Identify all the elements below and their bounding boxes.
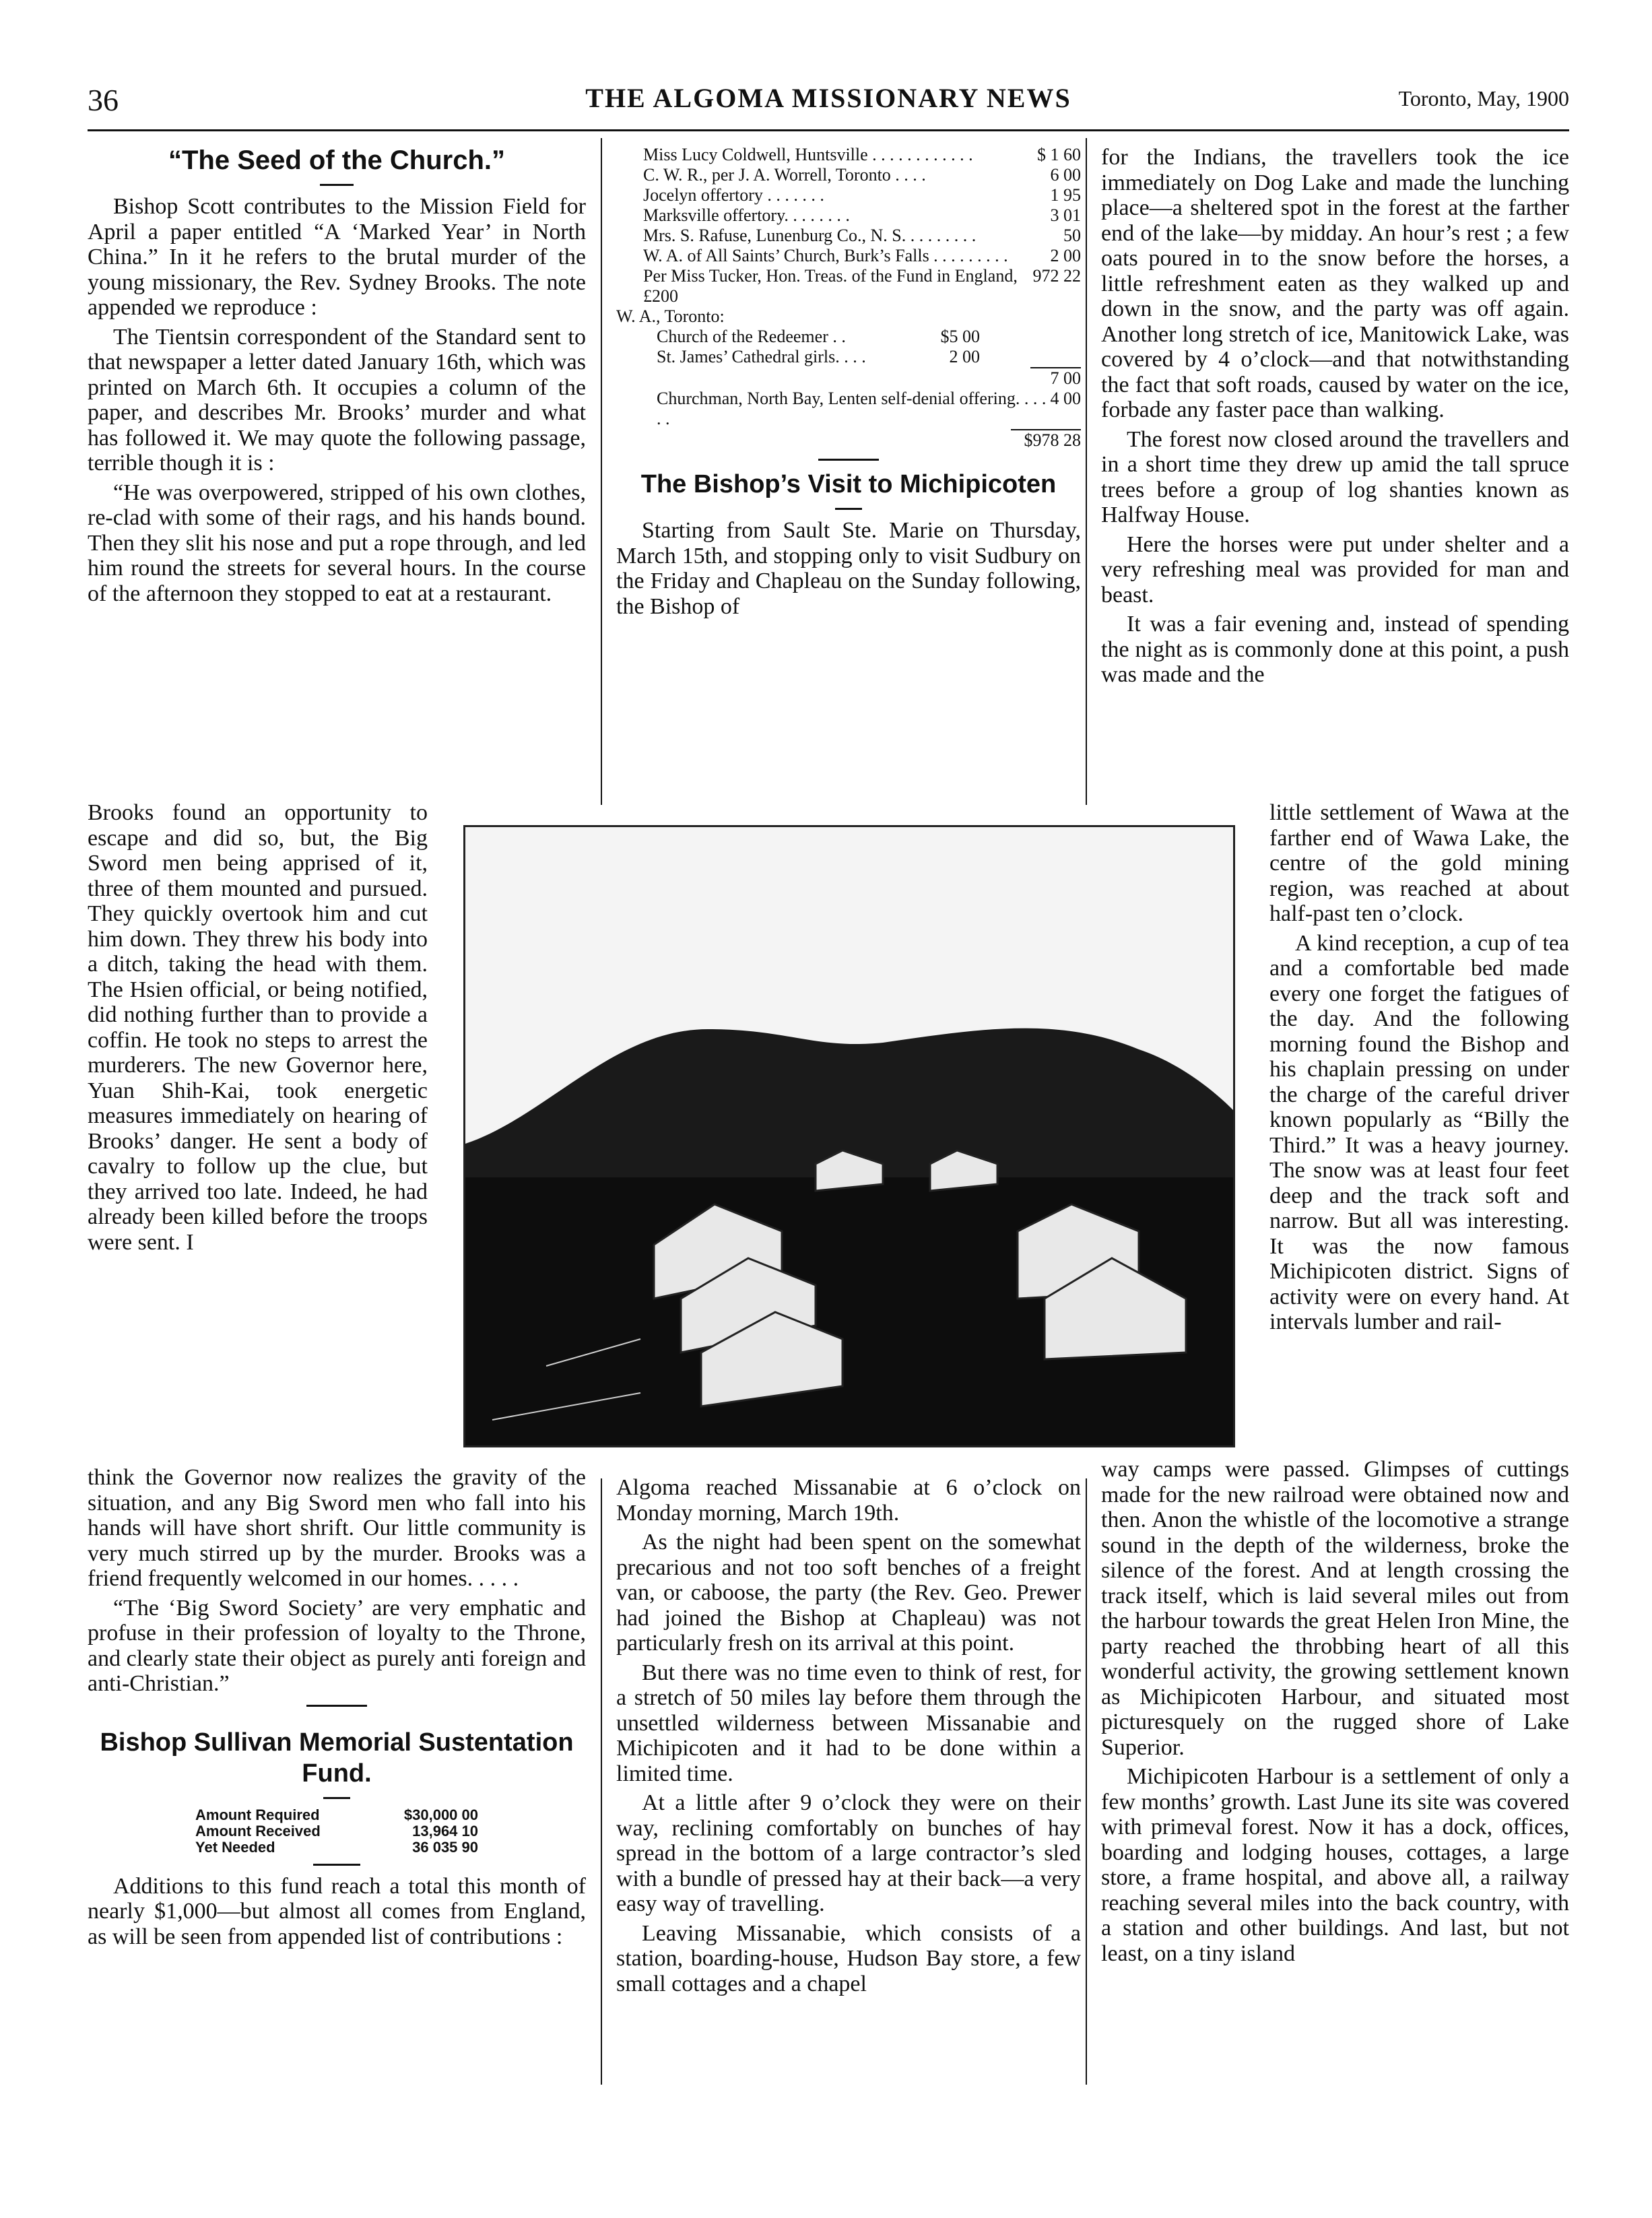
column-2-top: [616, 145, 1081, 623]
page-number: 36: [88, 83, 119, 117]
column-rule-right-bottom: [1086, 1478, 1087, 2085]
ledger-amount: 1 95: [1050, 185, 1081, 205]
column-3-top: [1101, 145, 1569, 692]
visit-paragraph: At a little after 9 o’clock they were on their way, reclining comfortably on bunches of hay spread in the bottom of a large contractor’s sled with a bundle of pressed hay at their back—a very easy way of travelling.: [616, 1790, 1081, 1916]
visit-paragraph-narrow: A kind reception, a cup of tea and a comfortable bed made every one forget the fatigues of the day. And the following morning found the Bishop and his chaplain pressing on under the charge of the careful driver known popularly as “Billy the Third.” It was a heavy journey. The snow was at least four feet deep and the track soft and narrow. But all was interesting. It was the now famous Michipicoten district. Signs of activity were on every hand. At intervals lumber and rail-: [1269, 930, 1569, 1334]
ledger-label: Miss Lucy Coldwell, Huntsville . . . . . . . . . . . .: [643, 145, 973, 164]
seed-article-title: “The Seed of the Church.”: [168, 145, 506, 175]
visit-paragraph: As the night had been spent on the somewhat precarious and not too soft benches of a freight van, or caboose, the party (the Rev. Geo. Prewer had joined the Bishop at Chapleau) was not particularly fresh on its arrival at this point.: [616, 1530, 1081, 1656]
fund-row-value: 36 035 90: [412, 1838, 478, 1856]
ledger-row: [657, 327, 980, 347]
column-3-narrow: [1269, 800, 1569, 1339]
visit-paragraph: way camps were passed. Glimpses of cuttings made for the new railroad were obtained now and then. Anon the whistle of the locomotive a strange sound in the depth of the wilderness, broke the silence of the forest. And at length crossing the track itself, which is laid several miles out from the harbour towards the great Helen Iron Mine, the party reached the throbbing heart of all this wonderful activity, the growing settlement known as Michipicoten Harbour, and situated most picturesquely on the rugged shore of Lake Superior.: [1101, 1457, 1569, 1760]
section-rule: [818, 459, 879, 461]
seed-paragraph: “The ‘Big Sword Society’ are very emphatic and profuse in their profession of loyalty to the Throne, and clearly state their object as purely anti foreign and anti-Christian.”: [88, 1595, 586, 1696]
fund-paragraph: Additions to this fund reach a total this month of nearly $1,000—but almost all comes from England, as will be seen from appended list of contributions :: [88, 1873, 586, 1949]
ledger-total: $978 28: [1011, 429, 1082, 451]
fund-row-label: Amount Received: [195, 1822, 321, 1839]
fund-row-label: Yet Needed: [195, 1838, 275, 1856]
ledger-row: [643, 165, 1081, 185]
ledger-row: [643, 246, 1081, 266]
masthead-rule: [88, 129, 1569, 131]
ledger-amount: 972 22: [1032, 266, 1081, 286]
ledger-subtotal-row: [643, 367, 1081, 389]
ledger-row: [643, 266, 1081, 306]
ledger-label: Church of the Redeemer . .: [657, 327, 846, 346]
column-3-bottom: [1101, 1457, 1569, 1970]
ledger-amount: 6 00: [1050, 165, 1081, 185]
seed-paragraph: think the Governor now realizes the gravity of the situation, and any Big Sword men who fall into his hands will have short shrift. Our little community is very much stirred up by the murder. Brooks was a friend frequently welcomed in our homes. . . . .: [88, 1465, 586, 1591]
contributions-ledger: [616, 145, 1081, 451]
ledger-label: St. James’ Cathedral girls. . . .: [657, 347, 866, 366]
fund-title: Bishop Sullivan Memorial Sustentation Fund.: [100, 1728, 574, 1788]
fund-row: [195, 1839, 478, 1856]
ledger-label: Jocelyn offertory . . . . . . .: [643, 185, 824, 205]
wa-group: [643, 327, 980, 367]
fund-table: [195, 1807, 478, 1856]
column-1-bottom: [88, 1465, 586, 1953]
visit-paragraph: The forest now closed around the travellers and in a short time they drew up amid the tall spruce trees before a group of log shanties known as Halfway House.: [1101, 426, 1569, 527]
visit-paragraph: Here the horses were put under shelter and a very refreshing meal was provided for man and beast.: [1101, 531, 1569, 608]
ledger-label: Per Miss Tucker, Hon. Treas. of the Fund in England, £200: [643, 266, 1018, 306]
ledger-amount: $ 1 60: [1037, 145, 1081, 164]
ledger-label: W. A. of All Saints’ Church, Burk’s Falls . . . . . . . . .: [643, 246, 1008, 265]
column-1-narrow: [88, 800, 428, 1259]
ledger-label: Marksville offertory. . . . . . . .: [643, 205, 850, 225]
issue-date: Toronto, May, 1900: [1398, 86, 1569, 110]
ledger-amount: 4 00: [1050, 389, 1081, 408]
section-rule: [306, 1705, 367, 1707]
harbour-photograph: [463, 825, 1235, 1447]
ledger-row: [643, 226, 1081, 246]
ledger-row: [643, 185, 1081, 205]
column-1-top: [88, 145, 586, 610]
ledger-label: Mrs. S. Rafuse, Lunenburg Co., N. S. . . . . . . . .: [643, 226, 977, 245]
fund-row-value: 13,964 10: [412, 1822, 478, 1839]
title-rule: [320, 184, 354, 186]
visit-paragraph: Starting from Sault Ste. Marie on Thursday, March 15th, and stopping only to visit Sudbury on the Friday and Chapleau on the Sunday following, the Bishop of: [616, 518, 1081, 619]
ledger-label: Churchman, North Bay, Lenten self-denial offering. . . . . .: [657, 389, 1047, 428]
ledger-amount: 2 00: [949, 347, 980, 366]
fund-row: [195, 1807, 478, 1823]
fund-row-label: Amount Required: [195, 1806, 320, 1823]
ledger-row: [657, 347, 980, 367]
visit-paragraph: for the Indians, the travellers took the ice immediately on Dog Lake and made the lunching place—a sheltered spot in the forest at the farther end of the lake—by midday. An hour’s rest ; a few oats poured in to the snow before the horses, a little refreshment eaten as they walked up and down in the snow, and the party was off again. Another long stretch of ice, Manitowick Lake, was covered by 4 o’clock—and that notwithstanding the fact that soft roads, caused by water on the ice, forbade any faster pace than walking.: [1101, 145, 1569, 422]
fund-row-value: $30,000 00: [403, 1806, 478, 1823]
ledger-row: [643, 389, 1081, 429]
visit-paragraph-narrow: little settlement of Wawa at the farther end of Wawa Lake, the centre of the gold mining region, was reached at about half-past ten o’clock.: [1269, 800, 1569, 926]
seed-paragraph: The Tientsin correspondent of the Standard sent to that newspaper a letter dated January 16th, which was printed on March 6th. It occupies a column of the paper, and describes Mr. Brooks’ murder and what has followed it. We may quote the following passage, terrible though it is :: [88, 324, 586, 476]
ledger-amount: 3 01: [1050, 205, 1081, 225]
fund-rule: [313, 1864, 360, 1866]
visit-paragraph: Algoma reached Missanabie at 6 o’clock on Monday morning, March 19th.: [616, 1475, 1081, 1526]
visit-paragraph: Michipicoten Harbour is a settlement of only a few months’ growth. Last June its site was covered with primeval forest. Now it has a dock, offices, boarding and lodging houses, cottages, a large store, a frame hospital, and above all, a railway reaching several miles into the back country, with a station and other buildings. And last, but not least, on a tiny island: [1101, 1764, 1569, 1966]
ledger-total-row: [643, 429, 1081, 451]
fund-row: [195, 1823, 478, 1839]
wa-heading: W. A., Toronto:: [616, 306, 725, 326]
ledger-amount: 2 00: [1050, 246, 1081, 265]
title-rule: [835, 508, 862, 510]
column-2-bottom: [616, 1475, 1081, 2000]
visit-paragraph: But there was no time even to think of rest, for a stretch of 50 miles lay before them through the unsettled wilderness between Missanabie and Michipicoten and it had to be done within a limited time.: [616, 1660, 1081, 1786]
seed-paragraph: Bishop Scott contributes to the Mission Field for April a paper entitled “A ‘Marked Year’ in North China.” In it he refers to the brutal murder of the young missionary, the Rev. Sydney Brooks. The note appended we reproduce :: [88, 194, 586, 320]
ledger-amount: $5 00: [940, 327, 980, 346]
ledger-subtotal: 7 00: [1030, 367, 1082, 389]
visit-article-title: The Bishop’s Visit to Michipicoten: [640, 470, 1057, 498]
seed-paragraph: “He was overpowered, stripped of his own clothes, re-clad with some of their rags, and his hands bound. Then they slit his nose and put a rope through, and led him round the streets for several hours. In the course of the afternoon they stopped to eat at a restaurant.: [88, 480, 586, 606]
visit-paragraph: It was a fair evening and, instead of spending the night as is commonly done at this point, a push was made and the: [1101, 612, 1569, 687]
photo-illustration: [465, 827, 1233, 1445]
masthead: [88, 82, 1569, 123]
fund-title-rule: [323, 1797, 350, 1799]
column-rule-left-bottom: [601, 1478, 602, 2085]
ledger-label: C. W. R., per J. A. Worrell, Toronto . . . .: [643, 165, 926, 185]
column-rule-left-top: [601, 138, 602, 805]
publication-title: THE ALGOMA MISSIONARY NEWS: [585, 83, 1071, 113]
visit-paragraph: Leaving Missanabie, which consists of a station, boarding-house, Hudson Bay store, a few small cottages and a chapel: [616, 1920, 1081, 1996]
ledger-row: [643, 145, 1081, 165]
ledger-amount: 50: [1063, 226, 1081, 245]
ledger-row: [643, 205, 1081, 226]
column-rule-right-top: [1086, 138, 1087, 805]
seed-paragraph-narrow: Brooks found an opportunity to escape and did so, but, the Big Sword men being apprised of it, three of them mounted and pursued. They quickly overtook him and cut him down. They threw his body into a ditch, taking the head with them. The Hsien official, or being notified, did nothing further than to provide a coffin. He took no steps to arrest the murderers. The new Governor here, Yuan Shih-Kai, took energetic measures immediately on hearing of Brooks’ danger. He sent a body of cavalry to follow up the clue, but they arrived too late. Indeed, he had already been killed before the troops were sent. I: [88, 800, 428, 1255]
